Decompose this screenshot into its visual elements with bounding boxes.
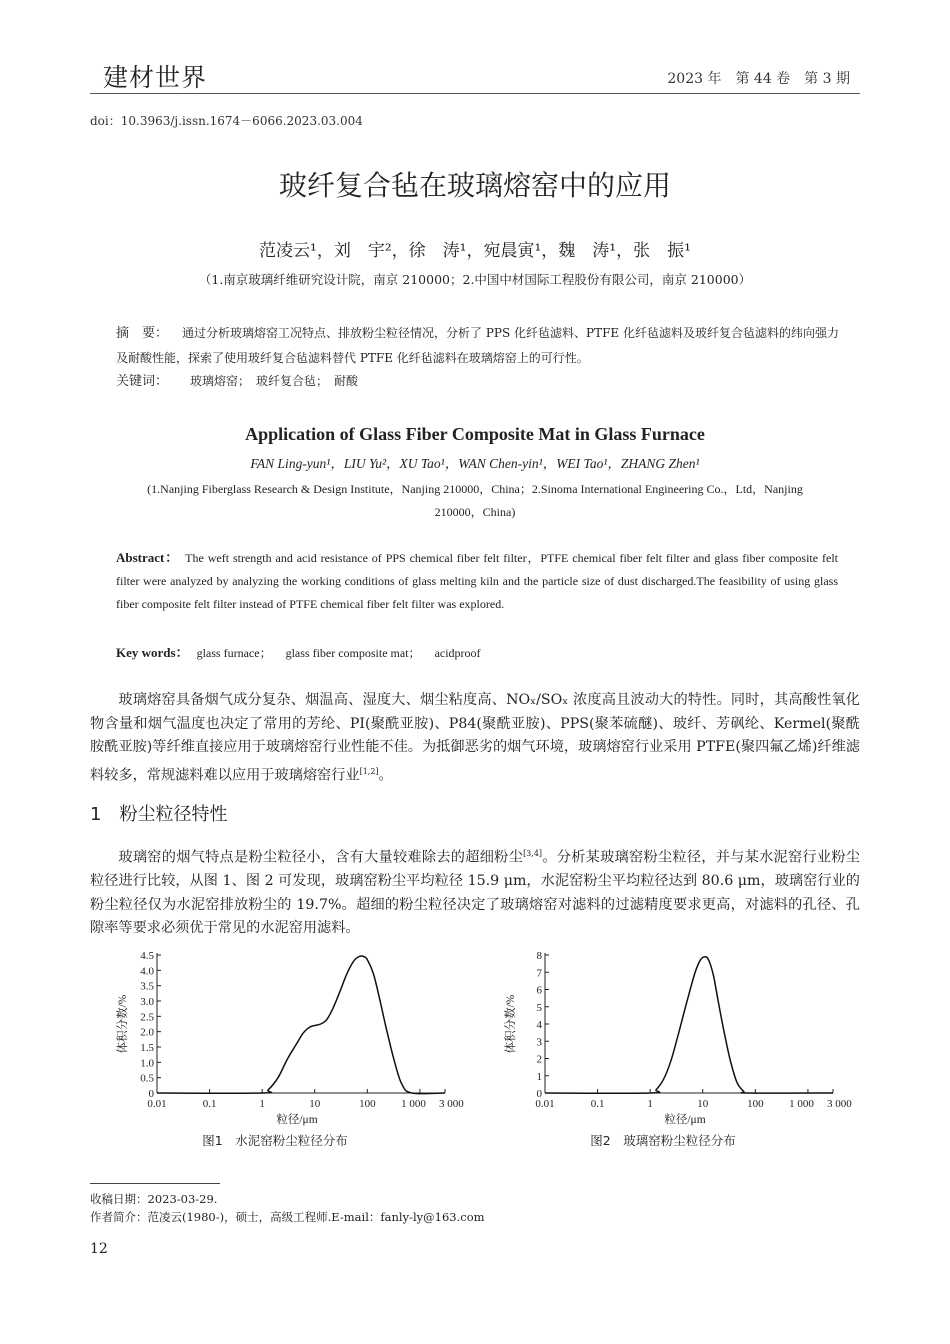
- section-number: 1: [90, 804, 102, 825]
- x-tick-label: 3 000: [439, 1098, 464, 1110]
- intro-paragraph: [90, 689, 860, 788]
- y-tick-label: 4: [536, 1019, 542, 1031]
- y-tick-label: 2: [536, 1053, 542, 1066]
- section-title: 粉尘粒径特性: [119, 804, 228, 825]
- y-tick-label: 7: [536, 967, 542, 980]
- affiliation: （1.南京玻璃纤维研究设计院，南京 210000；2.中国中材国际工程股份有限公司，南京 210000）: [198, 272, 752, 287]
- y-tick-label: 1.0: [140, 1057, 154, 1070]
- section-text-a: 玻璃窑的烟气特点是粉尘粒径小，含有大量较难除去的超细粉尘: [118, 849, 524, 866]
- x-tick-label: 10: [697, 1098, 709, 1110]
- x-tick-label: 0.1: [590, 1098, 605, 1110]
- author-bio: 作者简介：范凌云(1980-)，硕士，高级工程师.E-mail：fanly-ly@163.com: [90, 1210, 485, 1224]
- citation: [3,4]: [523, 849, 543, 858]
- distribution-curve: [157, 956, 445, 1094]
- distribution-curve: [545, 957, 833, 1094]
- english-keyword: glass furnace；: [196, 646, 272, 660]
- figure-1-chart: [90, 945, 464, 1155]
- issue-info: 2023 年 第 44 卷 第 3 期: [667, 71, 850, 87]
- y-tick-label: 0.5: [140, 1072, 154, 1085]
- x-tick-label: 0.01: [535, 1098, 555, 1110]
- x-tick-label: 0.01: [147, 1098, 167, 1110]
- header-rule: [90, 93, 860, 94]
- y-tick-label: 2.0: [140, 1026, 154, 1039]
- y-tick-label: 3.5: [140, 980, 154, 993]
- english-keywords: [116, 642, 495, 661]
- y-tick-label: 5: [536, 1001, 542, 1014]
- intro-end: 。: [378, 767, 393, 784]
- keywords-cn-label: 关键词：: [116, 374, 169, 389]
- y-tick-label: 8: [536, 950, 542, 962]
- y-tick-label: 0: [148, 1088, 154, 1100]
- abstract-cn-label: 摘 要：: [116, 326, 169, 341]
- abstract-cn-text: 通过分析玻璃熔窑工况特点、排放粉尘粒径情况，分析了 PPS 化纤毡滤料、PTFE 化纤毡滤料及玻纤复合毡滤料的纬向强力及耐酸性能，探索了使用玻纤复合毡滤料替代 PTFE 化纤毡滤料在玻璃熔窑上的可行性。: [116, 326, 839, 365]
- keywords-cn: [116, 370, 358, 389]
- english-keyword: acidproof: [434, 646, 481, 660]
- english-authors: FAN Ling-yun¹，LIU Yu²，XU Tao¹，WAN Chen-yin¹，WEI Tao¹，ZHANG Zhen¹: [250, 456, 700, 471]
- y-tick-label: 4.5: [140, 950, 154, 962]
- y-tick-label: 2.5: [140, 1011, 154, 1024]
- english-affiliation: (1.Nanjing Fiberglass Research & Design Institute，Nanjing 210000，China；2.Sinoma International Engineering Co.，Ltd，Nanjing 210000，China): [147, 482, 803, 519]
- x-axis-label: 粒径/μm: [664, 1114, 706, 1126]
- y-tick-label: 1: [536, 1070, 542, 1083]
- english-abstract-text: The weft strength and acid resistance of PPS chemical fiber felt filter，PTFE chemical fiber felt filter and glass fiber composite felt filter were analyzed by analyzing the working conditions of glass melting kiln and the particle size of dust discharged.The feasibility of using glass fiber composite felt filter instead of PTFE chemical fiber felt filter was explored.: [116, 551, 838, 611]
- x-tick-label: 3 000: [827, 1098, 852, 1110]
- intro-text: 玻璃熔窑具备烟气成分复杂、烟温高、湿度大、烟尘粘度高、NOₓ/SOₓ 浓度高且波动大的特性。同时，其高酸性氧化物含量和烟气温度也决定了常用的芳纶、PI(聚酰亚胺)、P84(聚酰亚胺)、PPS(聚苯硫醚)、玻纤、芳砜纶、Kermel(聚酰胺酰亚胺)等纤维直接应用于玻璃熔窑行业性能不佳。为抵御恶劣的烟气环境，玻璃熔窑行业采用 PTFE(聚四氟乙烯)纤维滤料较多，常规滤料难以应用于玻璃熔窑行业: [90, 692, 860, 784]
- abstract-cn: [116, 321, 846, 370]
- page-number: 12: [90, 1241, 108, 1257]
- english-keyword: glass fiber composite mat；: [285, 646, 421, 660]
- figure-2-chart: [478, 945, 852, 1155]
- journal-name: 建材世界: [103, 63, 208, 92]
- authors: 范凌云¹，刘 宇²，徐 涛¹，宛晨寅¹，魏 涛¹，张 振¹: [259, 241, 691, 261]
- keywords-cn-text: 玻璃熔窑； 玻纤复合毡； 耐酸: [190, 374, 359, 388]
- x-axis-label: 粒径/μm: [276, 1114, 318, 1126]
- y-tick-label: 4.0: [140, 965, 154, 978]
- section-text-b: 。分析某玻璃窑粉尘粒径，并与某水泥窑行业粉尘粒径进行比较，从图 1、图 2 可发现，玻璃窑粉尘平均粒径 15.9 μm，水泥窑粉尘平均粒径达到 80.6 μm，玻璃窑行业的粉尘粒径仅为水泥窑排放粉尘的 19.7%。超细的粉尘粒径决定了玻璃熔窑对滤料的过滤精度要求更高，对滤料的孔径、孔隙率等要求必须优于常见的水泥窑用滤料。: [90, 849, 860, 937]
- doi: doi：10.3963/j.issn.1674－6066.2023.03.004: [90, 114, 363, 128]
- y-tick-label: 6: [536, 984, 542, 997]
- footnote-rule: [90, 1183, 220, 1184]
- y-axis-label: 体积分数/%: [505, 994, 517, 1054]
- section-paragraph: [90, 842, 860, 941]
- y-axis-label: 体积分数/%: [117, 994, 129, 1054]
- y-tick-label: 1.5: [140, 1042, 154, 1054]
- y-tick-label: 0: [536, 1088, 542, 1100]
- y-tick-label: 3: [536, 1036, 542, 1049]
- section-heading: [90, 800, 227, 826]
- english-keywords-label: Key words：: [116, 645, 189, 660]
- received-date: 收稿日期：2023-03-29.: [90, 1192, 218, 1206]
- english-abstract: [116, 546, 838, 616]
- english-title: Application of Glass Fiber Composite Mat in Glass Furnace: [245, 424, 705, 444]
- citation: [1,2]: [359, 766, 379, 776]
- figure-caption: 图1 水泥窑粉尘粒径分布: [202, 1133, 348, 1148]
- paper-title: 玻纤复合毡在玻璃熔窑中的应用: [278, 169, 671, 202]
- english-abstract-label: Abstract：: [116, 550, 180, 565]
- x-tick-label: 0.1: [202, 1098, 217, 1110]
- x-tick-label: 1: [259, 1098, 265, 1110]
- x-tick-label: 1 000: [789, 1098, 814, 1110]
- x-tick-label: 100: [747, 1098, 764, 1110]
- x-tick-label: 1: [647, 1098, 653, 1110]
- x-tick-label: 100: [359, 1098, 376, 1110]
- figure-caption: 图2 玻璃窑粉尘粒径分布: [590, 1133, 736, 1148]
- x-tick-label: 10: [309, 1098, 321, 1110]
- x-tick-label: 1 000: [401, 1098, 426, 1110]
- y-tick-label: 3.0: [140, 996, 154, 1008]
